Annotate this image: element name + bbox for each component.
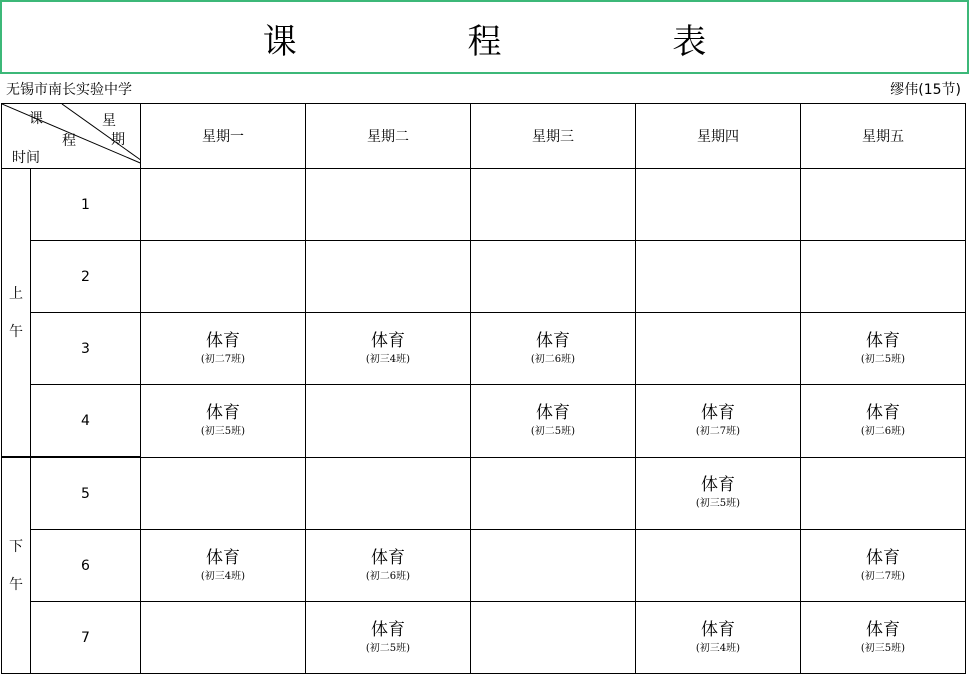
schedule-cell[interactable] <box>306 602 471 674</box>
schedule-cell[interactable] <box>471 385 636 458</box>
schedule-cell[interactable] <box>306 457 471 530</box>
period-number: 2 <box>31 241 141 313</box>
period-number: 6 <box>31 530 141 602</box>
schedule-cell[interactable] <box>636 457 801 530</box>
subject-label: 体育 <box>206 330 240 351</box>
corner-qi: 期 <box>111 132 125 148</box>
subject-label: 体育 <box>206 402 240 423</box>
period-row <box>2 530 966 602</box>
period-number: 1 <box>31 169 141 241</box>
schedule-cell[interactable] <box>636 385 801 458</box>
class-label: (初二6班) <box>365 570 411 582</box>
corner-ke: 课 <box>29 111 43 127</box>
class-label: (初三4班) <box>200 570 246 582</box>
class-label: (初三5班) <box>860 642 906 654</box>
subject-label: 体育 <box>536 330 570 351</box>
half-day-char: 午 <box>9 576 23 593</box>
schedule-cell[interactable] <box>471 169 636 241</box>
day-header: 星期四 <box>636 104 801 169</box>
schedule-cell[interactable] <box>141 602 306 674</box>
class-label: (初二7班) <box>200 353 246 365</box>
corner-cell <box>2 104 141 169</box>
subject-label: 体育 <box>701 475 735 496</box>
schedule-cell[interactable] <box>636 602 801 674</box>
day-header: 星期三 <box>471 104 636 169</box>
class-label: (初二6班) <box>860 425 906 437</box>
subject-label: 体育 <box>371 619 405 640</box>
class-label: (初三4班) <box>365 353 411 365</box>
subject-label: 体育 <box>866 402 900 423</box>
schedule-cell[interactable] <box>306 385 471 458</box>
schedule-cell[interactable] <box>801 241 966 313</box>
period-number: 7 <box>31 602 141 674</box>
corner-cheng: 程 <box>62 133 76 149</box>
schedule-cell[interactable] <box>306 313 471 385</box>
period-number: 4 <box>31 385 141 458</box>
period-row <box>2 602 966 674</box>
schedule-cell[interactable] <box>801 169 966 241</box>
morning-label <box>2 169 31 458</box>
page-title: 课 程 表 <box>262 22 787 62</box>
schedule-cell[interactable] <box>306 169 471 241</box>
subject-label: 体育 <box>866 330 900 351</box>
period-number: 5 <box>31 457 141 530</box>
period-row <box>2 457 966 530</box>
schedule-cell[interactable] <box>471 602 636 674</box>
period-row <box>2 313 966 385</box>
day-header: 星期一 <box>141 104 306 169</box>
subject-label: 体育 <box>371 547 405 568</box>
schedule-table <box>1 103 966 674</box>
corner-xing: 星 <box>102 113 116 129</box>
schedule-cell[interactable] <box>636 169 801 241</box>
class-label: (初二7班) <box>860 570 906 582</box>
schedule-cell[interactable] <box>141 169 306 241</box>
subject-label: 体育 <box>371 330 405 351</box>
class-label: (初二6班) <box>530 353 576 365</box>
schedule-cell[interactable] <box>636 241 801 313</box>
half-day-char: 下 <box>9 538 23 555</box>
subject-label: 体育 <box>206 547 240 568</box>
school-name: 无锡市南长实验中学 <box>6 82 132 98</box>
schedule-cell[interactable] <box>636 313 801 385</box>
schedule-cell[interactable] <box>801 530 966 602</box>
subject-label: 体育 <box>536 402 570 423</box>
class-label: (初二5班) <box>365 642 411 654</box>
subject-label: 体育 <box>701 402 735 423</box>
class-label: (初二5班) <box>530 425 576 437</box>
period-row <box>2 241 966 313</box>
schedule-cell[interactable] <box>306 241 471 313</box>
schedule-cell[interactable] <box>801 313 966 385</box>
subject-label: 体育 <box>866 619 900 640</box>
schedule-cell[interactable] <box>471 457 636 530</box>
corner-shijian: 时间 <box>12 150 40 166</box>
schedule-cell[interactable] <box>801 385 966 458</box>
period-row <box>2 169 966 241</box>
schedule-cell[interactable] <box>306 530 471 602</box>
half-day-char: 上 <box>9 285 23 302</box>
title-box <box>0 0 969 74</box>
schedule-cell[interactable] <box>636 530 801 602</box>
day-header: 星期二 <box>306 104 471 169</box>
schedule-cell[interactable] <box>141 385 306 458</box>
class-label: (初三5班) <box>200 425 246 437</box>
schedule-cell[interactable] <box>471 241 636 313</box>
schedule-cell[interactable] <box>471 313 636 385</box>
period-row <box>2 385 966 458</box>
class-label: (初三4班) <box>695 642 741 654</box>
day-header: 星期五 <box>801 104 966 169</box>
schedule-cell[interactable] <box>801 602 966 674</box>
schedule-cell[interactable] <box>471 530 636 602</box>
schedule-cell[interactable] <box>141 313 306 385</box>
subject-label: 体育 <box>701 619 735 640</box>
header-row <box>2 104 966 169</box>
schedule-cell[interactable] <box>141 530 306 602</box>
half-day-char: 午 <box>9 323 23 340</box>
afternoon-label <box>2 457 31 674</box>
class-label: (初三5班) <box>695 498 741 510</box>
schedule-cell[interactable] <box>141 457 306 530</box>
class-label: (初二7班) <box>695 425 741 437</box>
period-number: 3 <box>31 313 141 385</box>
schedule-cell[interactable] <box>141 241 306 313</box>
teacher-name: 缪伟(15节) <box>890 82 961 98</box>
schedule-cell[interactable] <box>801 457 966 530</box>
class-label: (初二5班) <box>860 353 906 365</box>
subject-label: 体育 <box>866 547 900 568</box>
